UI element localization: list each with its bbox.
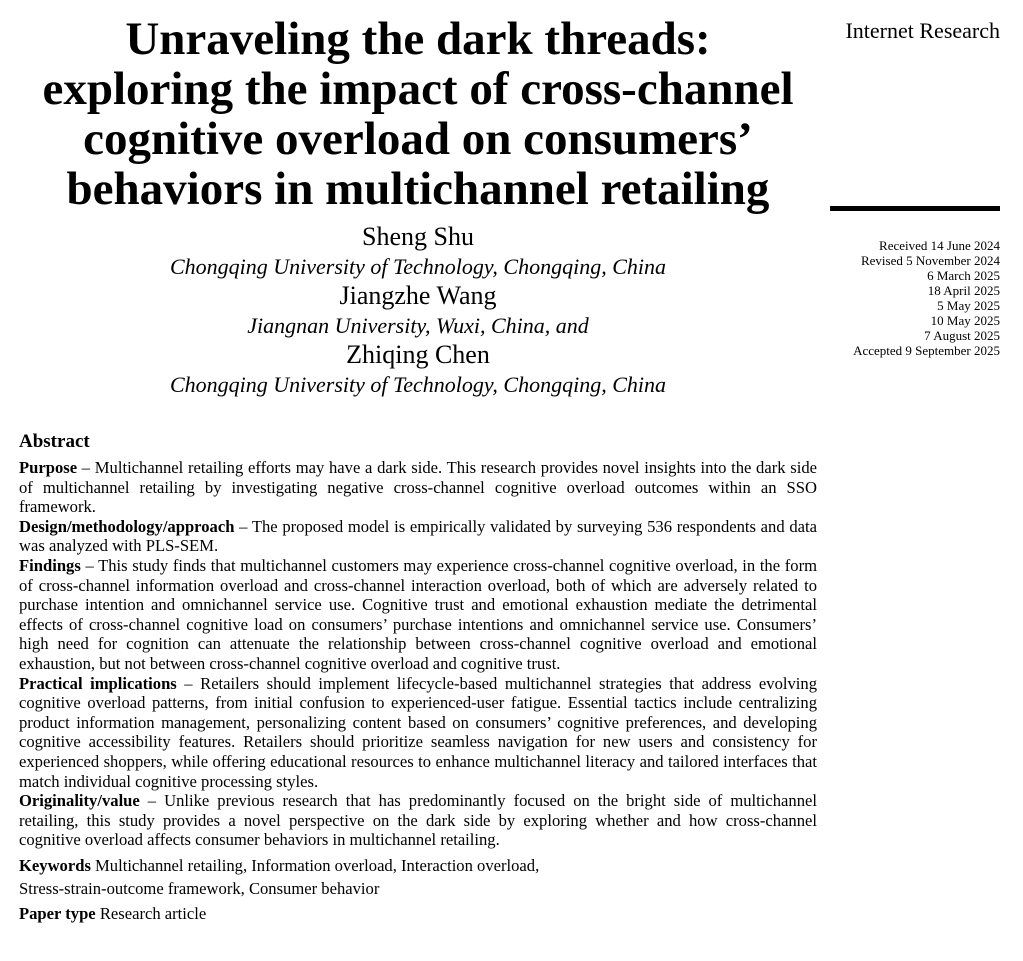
abstract-design: [19, 517, 817, 556]
section-text: – This study finds that multichannel customers may experience cross-channel cognitive overload, in the form of cross-channel information overload and cross-channel interaction overload, both of which are adversely related to purchase intention and omnichannel service use. Cognitive trust and emotional exhaustion mediate the detrimental effects of cross-channel cognitive load on consumers’ purchase intentions and omnichannel service use. Consumers’ high need for cognition can attenuate the relationship between cross-channel cognitive overload and emotional exhaustion, but not between cross-channel cognitive overload and cognitive trust.: [19, 555, 817, 673]
section-label: Findings: [19, 555, 81, 575]
date-revised: 6 March 2025: [927, 268, 1000, 283]
abstract-originality: [19, 791, 817, 850]
title-line: Unraveling the dark threads:: [125, 13, 711, 65]
paper-type-label: Paper type: [19, 903, 96, 923]
title-line: behaviors in multichannel retailing: [66, 163, 770, 215]
journal-rule: [830, 206, 1000, 211]
abstract-purpose: [19, 458, 817, 517]
author-name: Zhiqing Chen: [346, 340, 490, 369]
author-name: Jiangzhe Wang: [339, 281, 497, 310]
history-dates: [853, 238, 1000, 358]
section-label: Purpose: [19, 458, 78, 477]
date-revised: 18 April 2025: [927, 283, 1000, 298]
section-label: Practical implications: [19, 673, 177, 693]
author-block: [0, 222, 836, 399]
date-revised: Revised 5 November 2024: [860, 253, 1000, 268]
abstract-heading: Abstract: [19, 431, 90, 452]
keywords-text: Stress-strain-outcome framework, Consumer behavior: [19, 878, 380, 898]
section-text: – Unlike previous research that has predominantly focused on the bright side of multichannel retailing, this study provides a novel perspective on the dark side by exploring whether and how cross-channel cognitive overload affects consumer behaviors in multichannel retailing.: [19, 791, 817, 850]
date-accepted: Accepted 9 September 2025: [853, 343, 1000, 358]
author-name: Sheng Shu: [362, 222, 474, 251]
date-revised: 5 May 2025: [937, 298, 1000, 313]
keywords: [19, 854, 817, 900]
paper-type: [19, 902, 817, 925]
section-text: – Retailers should implement lifecycle-based multichannel strategies that address evolving cognitive overload patterns, from initial confusion to experienced-user fatigue. Essential tactics include centralizing product information management, personalizing content based on consumers’ cognitive preferences, and developing cognitive accessibility features. Retailers should prioritize seamless navigation for new users and consistency for experienced shoppers, while offering educational resources to enhance multichannel literacy and tailored interfaces that match individual cognitive processing styles.: [19, 673, 817, 791]
title-line: exploring the impact of cross-channel: [42, 63, 794, 115]
paper-title: [0, 14, 836, 214]
keywords-label: Keywords: [19, 855, 91, 875]
paper-type-value: Research article: [95, 903, 207, 923]
date-received: Received 14 June 2024: [879, 238, 1000, 253]
title-line: cognitive overload on consumers’: [83, 113, 753, 165]
section-label: Design/methodology/approach: [19, 516, 235, 536]
section-text: – The proposed model is empirically validated by surveying 536 respondents and data was analyzed with PLS-SEM.: [19, 516, 817, 556]
abstract-findings: [19, 556, 817, 674]
date-revised: 10 May 2025: [930, 313, 1000, 328]
author-affiliation: Jiangnan University, Wuxi, China, and: [247, 313, 589, 338]
section-label: Originality/value: [19, 791, 140, 811]
date-revised: 7 August 2025: [924, 328, 1000, 343]
keywords-text: Multichannel retailing, Information overload, Interaction overload,: [90, 855, 540, 875]
abstract: [19, 430, 817, 925]
author-affiliation: Chongqing University of Technology, Chongqing, China: [169, 254, 667, 279]
journal-name: Internet Research: [845, 18, 1000, 43]
author-affiliation: Chongqing University of Technology, Chongqing, China: [169, 372, 667, 397]
abstract-practical: [19, 674, 817, 792]
section-text: – Multichannel retailing efforts may have a dark side. This research provides novel insights into the dark side of multichannel retailing by investigating negative cross-channel cognitive overload outcomes within an SSO framework.: [19, 458, 817, 517]
